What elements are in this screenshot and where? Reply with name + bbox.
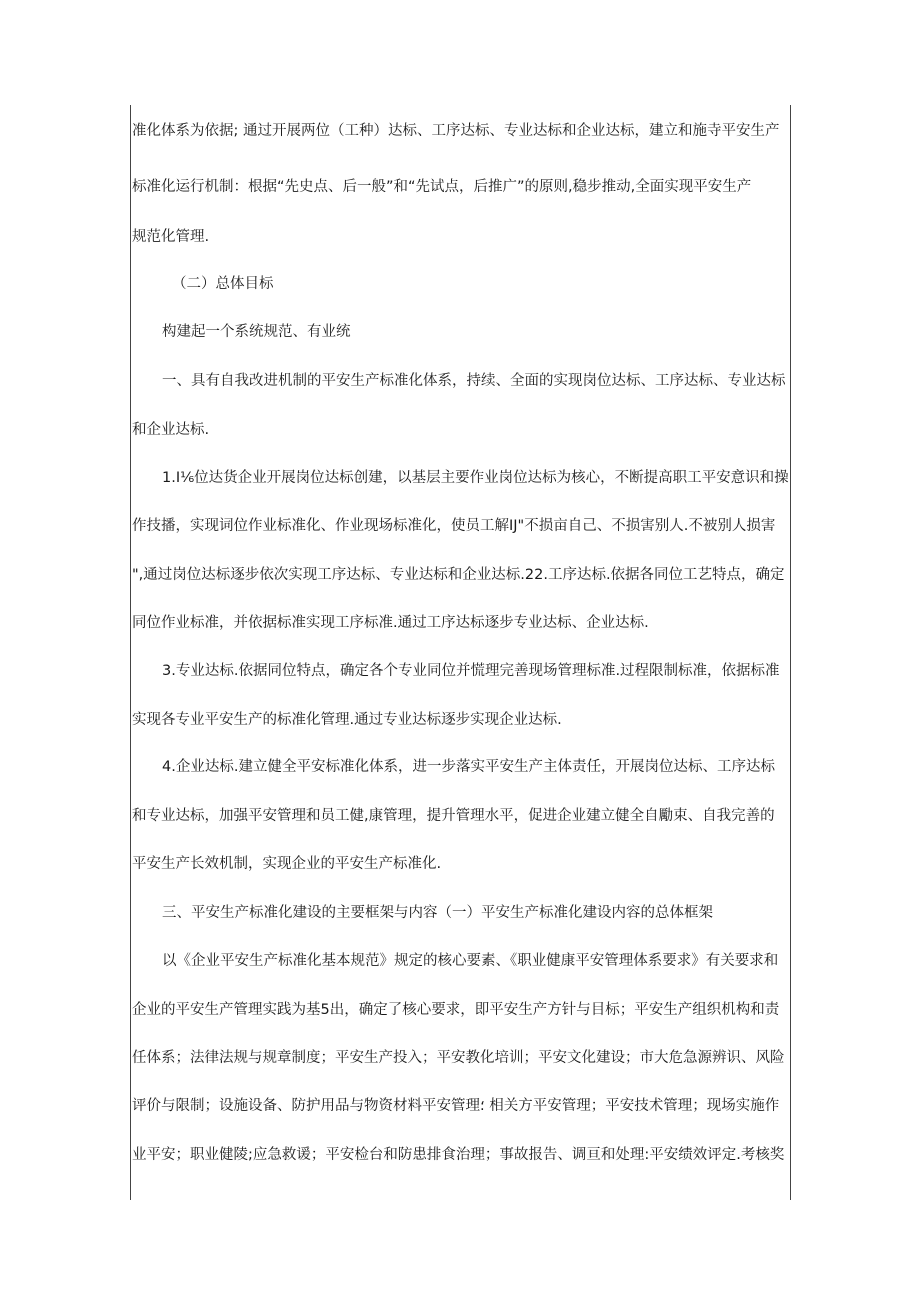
text-line-15: 和专业达标，加强平安管理和员工健,康管理，提升管理水平，促进企业建立健全自勵束、自我完善的 — [132, 808, 775, 824]
text-line-2: 标准化运行机制：根据“先史点、后一般”和“先试点，后推广”的原则,稳步推动,全面实现平安生产 — [132, 179, 752, 195]
text-line-5: 构建起一个系统规范、有业统 — [162, 324, 351, 340]
text-line-20: 任体系；法律法规与规章制度；平安生产投入；平安教化培训；平安文化建设；市大危急源辨识、风险 — [132, 1050, 785, 1066]
text-line-19: 企业的平安生产管理实践为基5出，确定了核心要求，即平安生产方针与目标；平安生产组织机构和责 — [132, 1002, 780, 1018]
text-line-18: 以《企业平安生产标准化基本规范》规定的核心要素、《职业健康平安管理体系要求》有关要求和 — [162, 953, 779, 969]
text-line-13: 实现各专业平安生产的标准化管理.通过专业达标逐步实现企业达标. — [132, 712, 562, 728]
text-line-14: 4.企业达标.建立健全平安标准化体系，进一步落实平安生产主体责任，开展岗位达标、工序达标 — [162, 759, 775, 775]
text-line-8: 1.I⅙位达货企业开展岗位达标创建，以基层主要作业岗位达标为核心，不断提高职工平安意识和操 — [162, 470, 789, 486]
page-border-right — [790, 105, 791, 1200]
section-heading-framework: 三、平安生产标准化建设的主要框架与内容（一）平安生产标准化建设内容的总体框架 — [162, 905, 713, 921]
text-line-9: 作技播，实现词位作业标准化、作业现场标准化，使员工解IJ"不损亩自己、不损害别人.不被别人损害 — [132, 518, 776, 534]
text-line-7: 和企业达标. — [132, 422, 210, 438]
text-line-22: 业平安；职业健陵;应急救谖；平安检台和防患排食治理；事故报告、调亘和处理:平安绩效评定.考核奖 — [132, 1147, 785, 1163]
page-border-left — [130, 105, 131, 1200]
text-line-10: ",通过岗位达标逐步依次实现工序达标、专业达标和企业达标.22.工序达标.依据各同位工艺特点，确定 — [132, 567, 785, 583]
text-line-6: 一、具有自我改进机制的平安生产标准化体系，持续、全面的实现岗位达标、工序达标、专业达标 — [162, 373, 786, 389]
text-line-3: 规范化管理. — [132, 229, 210, 245]
text-line-16: 平安生产长效机制，实现企业的平安生产标准化. — [132, 856, 442, 872]
section-heading-overall-goal: （二）总体目标 — [172, 276, 274, 292]
text-line-11: 同位作业标准，并依据标准实现工序标准.通过工序达标逐步专业达标、企业达标. — [132, 615, 649, 631]
text-line-1: 准化体系为依据; 通过开展两位（工种）达标、工序达标、专业达标和企业达标，建立和施寺平安生产 — [132, 123, 780, 139]
text-line-21: 评价与限制；设施设备、防护用品与物资材料平安管理؛ 相关方平安管理；平安技术管理；现场实施作 — [132, 1098, 780, 1114]
text-line-12: 3.专业达标.依据同位特点，确定各个专业同位并慌理完善现场管理标准.过程限制标准，依据标准 — [162, 663, 780, 679]
